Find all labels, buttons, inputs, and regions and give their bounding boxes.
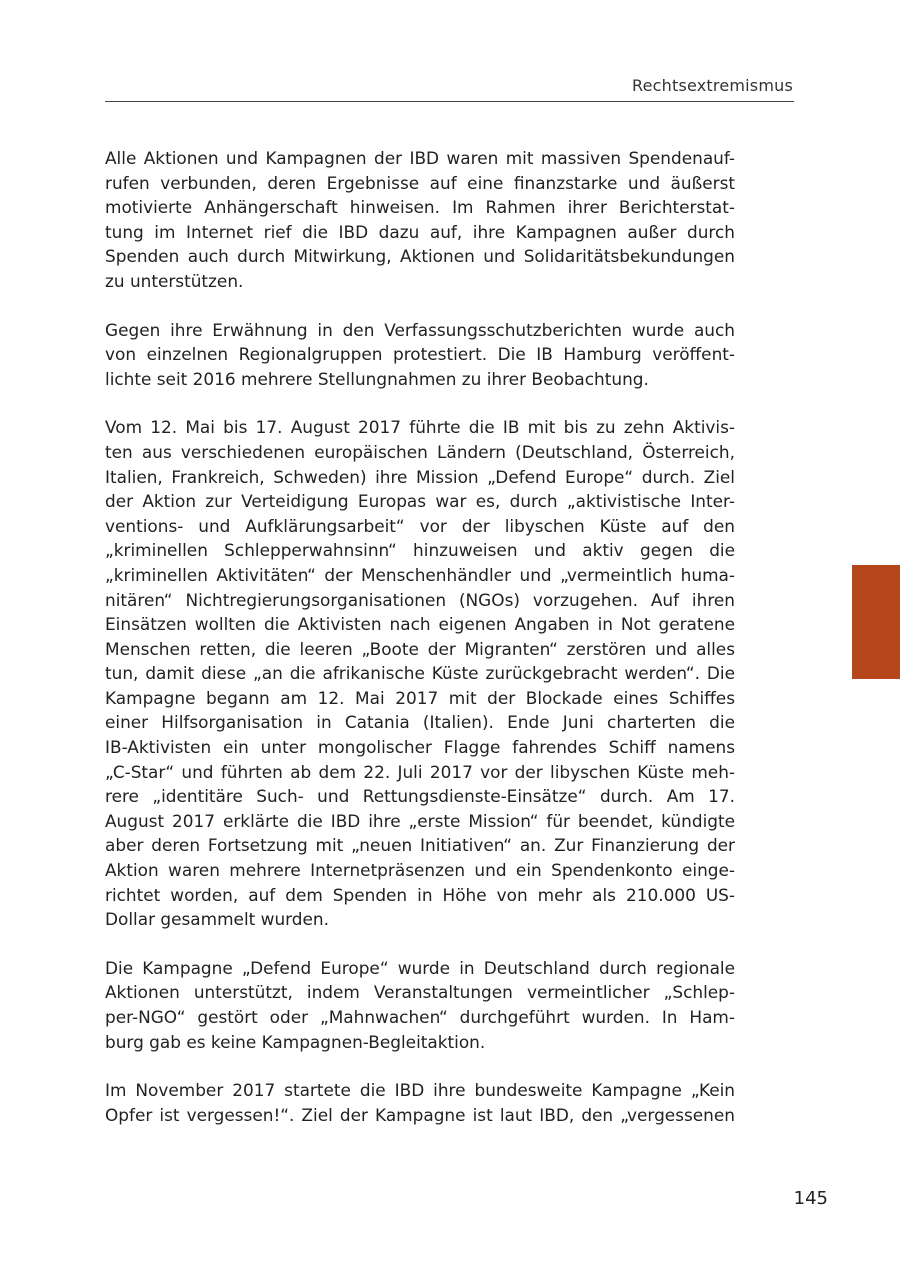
paragraph: [105, 146, 735, 294]
text-line: Dollar gesammelt wurden.: [105, 909, 329, 930]
text-line: per-NGO“ gestört oder „Mahnwachen“ durchgeführt wurden. In Ham-: [105, 1007, 735, 1027]
text-line: Aktionen unterstützt, indem Veranstaltungen vermeintlicher „Schlep-: [105, 982, 735, 1003]
text-line: richtet worden, auf dem Spenden in Höhe von mehr als 210.000 US-: [105, 884, 735, 905]
text-line: Gegen ihre Erwähnung in den Verfassungsschutzberichten wurde auch: [105, 319, 735, 340]
text-line: tung im Internet rief die IBD dazu auf, ihre Kampagnen außer durch: [105, 221, 735, 242]
text-line: burg gab es keine Kampagnen-Begleitaktion.: [105, 1031, 486, 1052]
text-line: Spenden auch durch Mitwirkung, Aktionen und Solidaritätsbekundungen: [105, 246, 735, 267]
text-line: lichte seit 2016 mehrere Stellungnahmen zu ihrer Beobachtung.: [105, 368, 649, 389]
text-line: Kampagne begann am 12. Mai 2017 mit der Blockade eines Schiffes: [105, 687, 735, 708]
text-line: Einsätzen wollten die Aktivisten nach eigenen Angaben in Not geratene: [105, 614, 735, 635]
text-line: Alle Aktionen und Kampagnen der IBD waren mit massiven Spendenauf-: [105, 148, 735, 168]
text-line: Vom 12. Mai bis 17. August 2017 führte die IB mit bis zu zehn Aktivis-: [105, 417, 735, 438]
text-line: von einzelnen Regionalgruppen protestiert. Die IB Hamburg veröffent-: [105, 344, 735, 365]
text-line: ten aus verschiedenen europäischen Ländern (Deutschland, Österreich,: [105, 441, 735, 462]
text-line: „kriminellen Aktivitäten“ der Menschenhändler und „vermeintlich huma-: [105, 564, 735, 585]
paragraph: [105, 318, 735, 392]
text-line: IB-Aktivisten ein unter mongolischer Flagge fahrendes Schiff namens: [105, 737, 735, 758]
text-line: „kriminellen Schlepperwahnsinn“ hinzuweisen und aktiv gegen die: [105, 540, 735, 561]
paragraph: [105, 415, 735, 931]
text-line: ventions- und Aufklärungsarbeit“ vor der libyschen Küste auf den: [105, 515, 735, 536]
text-line: August 2017 erklärte die IBD ihre „erste Mission“ für beendet, kündigte: [105, 810, 735, 831]
text-line: einer Hilfsorganisation in Catania (Italien). Ende Juni charterten die: [105, 712, 735, 733]
text-line: Menschen retten, die leeren „Boote der Migranten“ zerstören und alles: [105, 638, 735, 659]
running-header-title: Rechtsextremismus: [632, 76, 793, 95]
text-line: der Aktion zur Verteidigung Europas war es, durch „aktivistische Inter-: [105, 491, 735, 512]
text-line: aber deren Fortsetzung mit „neuen Initiativen“ an. Zur Finanzierung der: [105, 835, 735, 856]
text-line: Die Kampagne „Defend Europe“ wurde in Deutschland durch regionale: [105, 957, 735, 978]
text-line: nitären“ Nichtregierungsorganisationen (NGOs) vorzugehen. Auf ihren: [105, 589, 735, 610]
page-number: 145: [793, 1188, 828, 1209]
text-line: „C-Star“ und führten ab dem 22. Juli 2017 vor der libyschen Küste meh-: [105, 761, 735, 782]
text-line: motivierte Anhängerschaft hinweisen. Im Rahmen ihrer Berichterstat-: [105, 197, 735, 218]
paragraph: [105, 956, 735, 1054]
body-text: [105, 146, 735, 1151]
paragraph: [105, 1078, 735, 1127]
text-line: rere „identitäre Such- und Rettungsdienste-Einsätze“ durch. Am 17.: [105, 786, 735, 807]
text-line: Italien, Frankreich, Schweden) ihre Mission „Defend Europe“ durch. Ziel: [105, 466, 735, 487]
text-line: tun, damit diese „an die afrikanische Küste zurückgebracht werden“. Die: [105, 663, 735, 684]
text-line: zu unterstützen.: [105, 270, 244, 291]
text-line: Aktion waren mehrere Internetpräsenzen und ein Spendenkonto einge-: [105, 860, 735, 881]
text-line: rufen verbunden, deren Ergebnisse auf eine finanzstarke und äußerst: [105, 172, 735, 193]
chapter-tab-marker: [852, 565, 900, 679]
text-line: Im November 2017 startete die IBD ihre bundesweite Kampagne „Kein: [105, 1080, 735, 1101]
text-line: Opfer ist vergessen!“. Ziel der Kampagne ist laut IBD, den „vergessenen: [105, 1104, 735, 1125]
header-rule: [105, 101, 794, 102]
